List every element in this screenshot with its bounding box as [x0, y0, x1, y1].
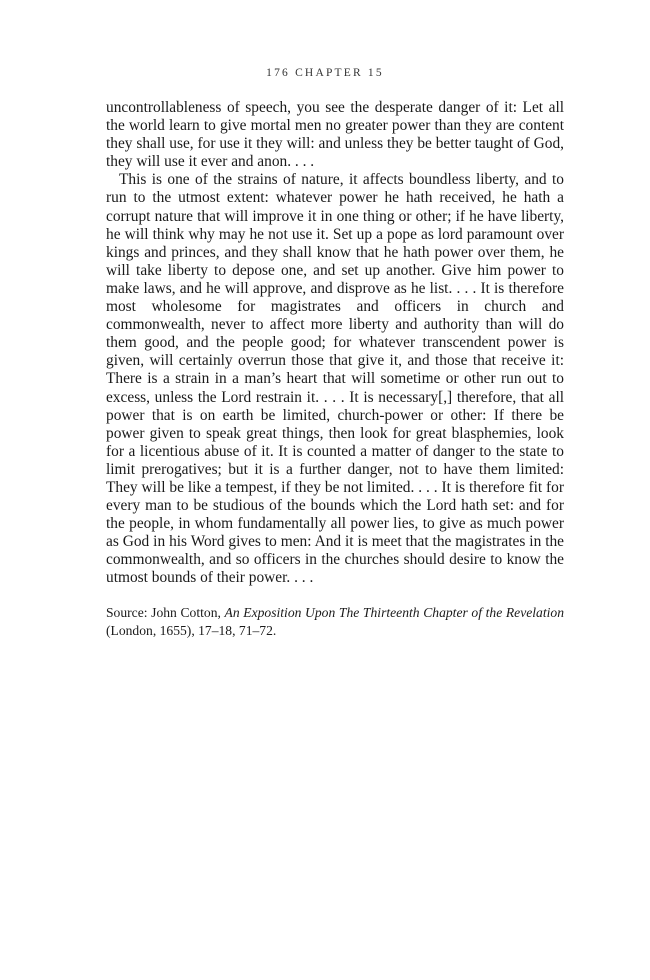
- source-suffix: (London, 1655), 17–18, 71–72.: [106, 623, 277, 638]
- source-prefix: Source: John Cotton,: [106, 605, 225, 620]
- source-title: An Exposition Upon The Thirteenth Chapter of the Revelation: [224, 605, 564, 620]
- running-head: 176 CHAPTER 15: [266, 67, 384, 79]
- paragraph: This is one of the strains of nature, it affects boundless liberty, and to run to the utmost extent: whatever power he hath received, he hath a corrupt nature that will improve it in one thing or other; if he have liberty, he will think why may he not use it. Set up a pope as lord paramount over kings and princes, and they shall know that he hath power over them, he will take liberty to depose one, and set up another. Give him power to make laws, and he will approve, and disprove as he list. . . . It is therefore most wholesome for magistrates and officers in church and commonwealth, never to affect more liberty and authority than will do them good, and the people good; for whatever transcendent power is given, will certainly overrun those that give it, and those that receive it: There is a strain in a man’s heart that will sometime or other run out to excess, unless the Lord restrain it. . . . It is necessary[,] therefore, that all power that is on earth be limited, church-power or other: If there be power given to speak great things, then look for great blasphemies, look for a licentious abuse of it. It is counted a matter of danger to the state to limit prerogatives; but it is a further danger, not to have them limited: They will be like a tempest, if they be not limited. . . . It is therefore fit for every man to be studious of the bounds which the Lord hath set: and for the people, in whom fundamentally all power lies, to give as much power as God in his Word gives to men: And it is meet that the magistrates in the commonwealth, and so officers in the churches should desire to know the utmost bounds of their power. . . .: [106, 171, 564, 587]
- body-text: [106, 99, 564, 588]
- paragraph-continuation: uncontrollableness of speech, you see the desperate danger of it: Let all the world learn to give mortal men no greater power than they are content they shall use, for use it they will: and unless they be better taught of God, they will use it ever and anon. . . .: [106, 99, 564, 171]
- source-citation: [106, 604, 564, 640]
